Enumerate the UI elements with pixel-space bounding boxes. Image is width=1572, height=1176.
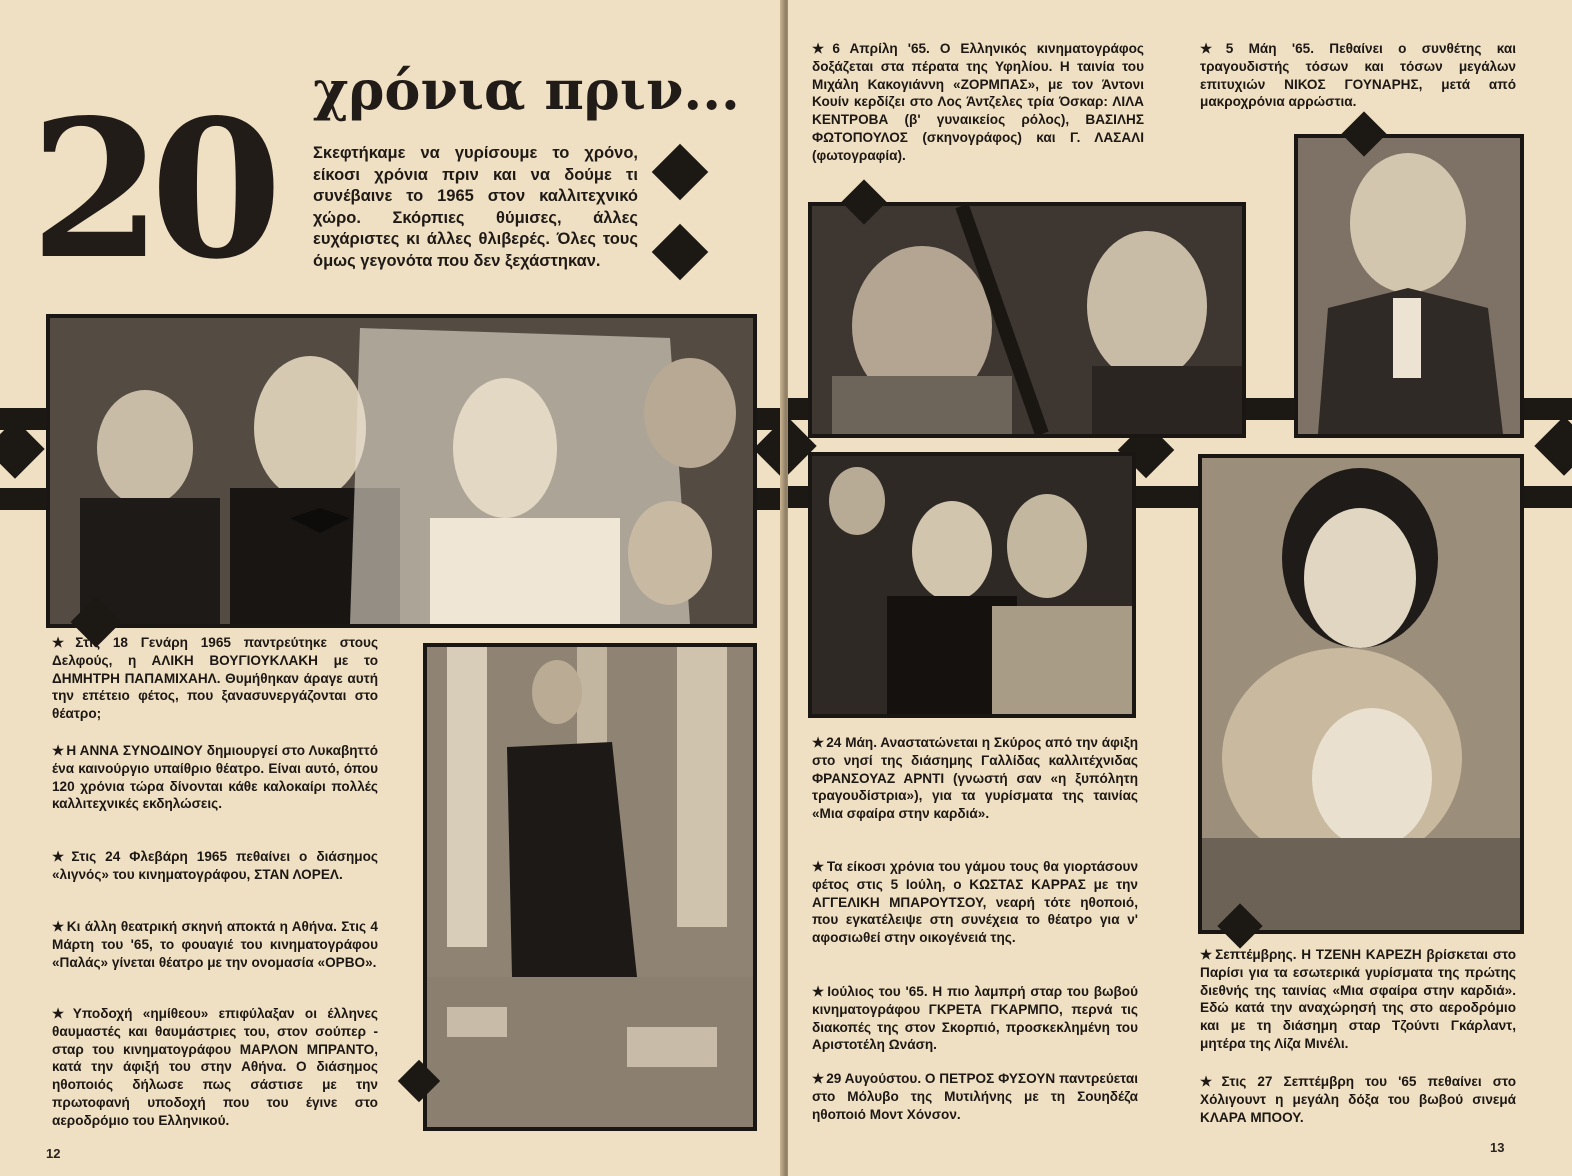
star-icon: ★	[52, 1006, 71, 1021]
star-icon: ★	[52, 743, 65, 758]
diamond-ornament	[652, 224, 709, 281]
news-item: ★ Τα είκοσι χρόνια του γάμου τους θα γιορτάσουν φέτος στις 5 Ιούλη, ο ΚΩΣΤΑΣ ΚΑΡΡΑΣ με την ΑΓΓΕΛΙΚΗ ΜΠΑΡΟΥΤΣΟΥ, νεαρή τότε ηθοποιό, που εγκατέλειψε στη συνέχεια το θέατρο για ν' αφοσιωθεί στην οικογένειά της.	[812, 859, 1138, 946]
news-item: ★ Στις 27 Σεπτέμβρη του '65 πεθαίνει στο Χόλιγουντ η μεγάλη δόξα του βωβού σινεμά ΚΛΑΡΑ ΜΠΟΟΥ.	[1200, 1074, 1516, 1125]
page-number: 13	[1490, 1140, 1505, 1155]
page-headline: χρόνια πριν...	[313, 58, 740, 122]
karezi-photo	[1198, 454, 1524, 934]
star-icon: ★	[812, 984, 826, 999]
diamond-ornament	[652, 144, 709, 201]
news-item: ★ 5 Μάη '65. Πεθαίνει ο συνθέτης και τραγουδιστής τόσων και τόσων μεγάλων επιτυχιών ΝΙΚΟΣ ΓΟΥΝΑΡΗΣ, μετά από μακροχρόνια αρρώστια.	[1200, 41, 1516, 110]
news-item: ★ 29 Αυγούστου. Ο ΠΕΤΡΟΣ ΦΥΣΟΥΝ παντρεύεται στο Μόλυβο της Μυτιλήνης με τη Σουηδέζα ηθοποιό Μοντ Χόνσον.	[812, 1071, 1139, 1122]
intro-text: Σκεφτήκαμε να γυρίσουμε το χρόνο, είκοσι χρόνια πριν και να δούμε τι συνέβαινε το 1965 στον καλλιτεχνικό χώρο. Σκόρπιες θύμισες, άλλες ευχάριστες κι άλλες θλιβερές. Όλες τους όμως γεγονότα που δεν ξεχάστηκαν.	[313, 144, 638, 270]
star-icon: ★	[52, 849, 70, 864]
star-icon: ★	[52, 919, 65, 934]
news-item: ★ Στις 18 Γενάρη 1965 παντρεύτηκε στους Δελφούς, η ΑΛΙΚΗ ΒΟΥΓΙΟΥΚΛΑΚΗ με το ΔΗΜΗΤΡΗ ΠΑΠΑΜΙΧΑΗΛ. Θυμήθηκαν άραγε αυτή την επέτειο φέτος, που ξανασυνεργάζονται στο θέατρο;	[52, 635, 379, 722]
news-item: ★ 24 Μάη. Αναστατώνεται η Σκύρος από την άφιξη στο νησί της διάσημης Γαλλίδας καλλιτέχνιδας ΦΡΑΝΣΟΥΑΖ ΑΡΝΤΙ (γνωστή σαν «η ξυπόλητη τραγουδίστρια»), για τα γυρίσματα της ταινίας «Μια σφαίρα στην καρδιά».	[812, 735, 1139, 822]
news-item: ★ Υποδοχή «ημίθεου» επιφύλαξαν οι έλληνες θαυμαστές και θαυμάστριες του, στον σούπερ - σταρ του κινηματογράφου ΜΑΡΛΟΝ ΜΠΡΑΝΤΟ, κατά την άφιξή του στην Αθήνα. Ο διάσημος ηθοποιός δήλωσε πως σάστισε με την πρωτοφανή υποδοχή που του έγινε στο αεροδρόμιο του Ελληνικού.	[52, 1006, 378, 1128]
diamond-ornament	[1534, 416, 1572, 475]
page-number: 12	[46, 1146, 61, 1161]
hardy-photo	[808, 452, 1136, 718]
news-item: ★ Ιούλιος του '65. Η πιο λαμπρή σταρ του βωβού κινηματογράφου ΓΚΡΕΤΑ ΓΚΑΡΜΠΟ, περνά τις διακοπές της στον Σκορπιό, προσκεκλημένη του Αριστοτέλη Ωνάση.	[812, 984, 1138, 1053]
news-item: ★ Κι άλλη θεατρική σκηνή αποκτά η Αθήνα. Στις 4 Μάρτη του '65, το φουαγιέ του κινηματογράφου «Παλάς» γίνεται θέατρο με την ονομασία «ΟΡΒΟ».	[52, 919, 378, 970]
news-item: ★ 6 Απρίλη '65. Ο Ελληνικός κινηματογράφος δοξάζεται στα πέρατα της Υφηλίου. Η ταινία του Μιχάλη Κακογιάννη «ΖΟΡΜΠΑΣ», με τον Άντονι Κουίν κερδίζει στο Λος Άντζελες τρία Όσκαρ: ΛΙΛΑ ΚΕΝΤΡΟΒΑ (β' γυναικείος ρόλος), ΒΑΣΙΛΗΣ ΦΩΤΟΠΟΥΛΟΣ (σκηνογράφος) και Γ. ΛΑΣΑΛΙ (φωτογραφία).	[812, 41, 1145, 163]
star-icon: ★	[1200, 41, 1224, 56]
star-icon: ★	[812, 859, 825, 874]
news-item: ★ Σεπτέμβρης. Η ΤΖΕΝΗ ΚΑΡΕΖΗ βρίσκεται στο Παρίσι για τα εσωτερικά γυρίσματα της πρώτης διεθνής της ταινίας «Μια σφαίρα στην καρδιά». Εδώ κατά την αναχώρησή της στο αεροδρόμιο και με τη διάσημη σταρ Τζούντι Γκάρλαντ, μητέρα της Λίζα Μινέλι.	[1200, 947, 1517, 1051]
star-icon: ★	[812, 1071, 825, 1086]
left-page	[0, 0, 784, 1176]
brando-photo	[423, 643, 757, 1131]
right-page	[788, 0, 1572, 1176]
star-icon: ★	[1200, 1074, 1220, 1089]
zorba-photo	[808, 202, 1246, 438]
gounaris-photo	[1294, 134, 1524, 438]
news-item: ★ Στις 24 Φλεβάρη 1965 πεθαίνει ο διάσημος «λιγνός» του κινηματογράφου, ΣΤΑΝ ΛΟΡΕΛ.	[52, 849, 378, 882]
star-icon: ★	[1200, 947, 1214, 962]
star-icon: ★	[812, 41, 831, 56]
news-item: ★ Η ΑΝΝΑ ΣΥΝΟΔΙΝΟΥ δημιουργεί στο Λυκαβηττό ένα καινούργιο υπαίθριο θέατρο. Είναι αυτό, όπου 120 χρόνια τώρα δίνονται κάθε καλοκαίρι πολλές καλλιτεχνικές εκδηλώσεις.	[52, 743, 378, 812]
star-icon: ★	[52, 635, 74, 650]
big-number: 20	[30, 78, 271, 301]
wedding-photo	[46, 314, 757, 628]
star-icon: ★	[812, 735, 825, 750]
